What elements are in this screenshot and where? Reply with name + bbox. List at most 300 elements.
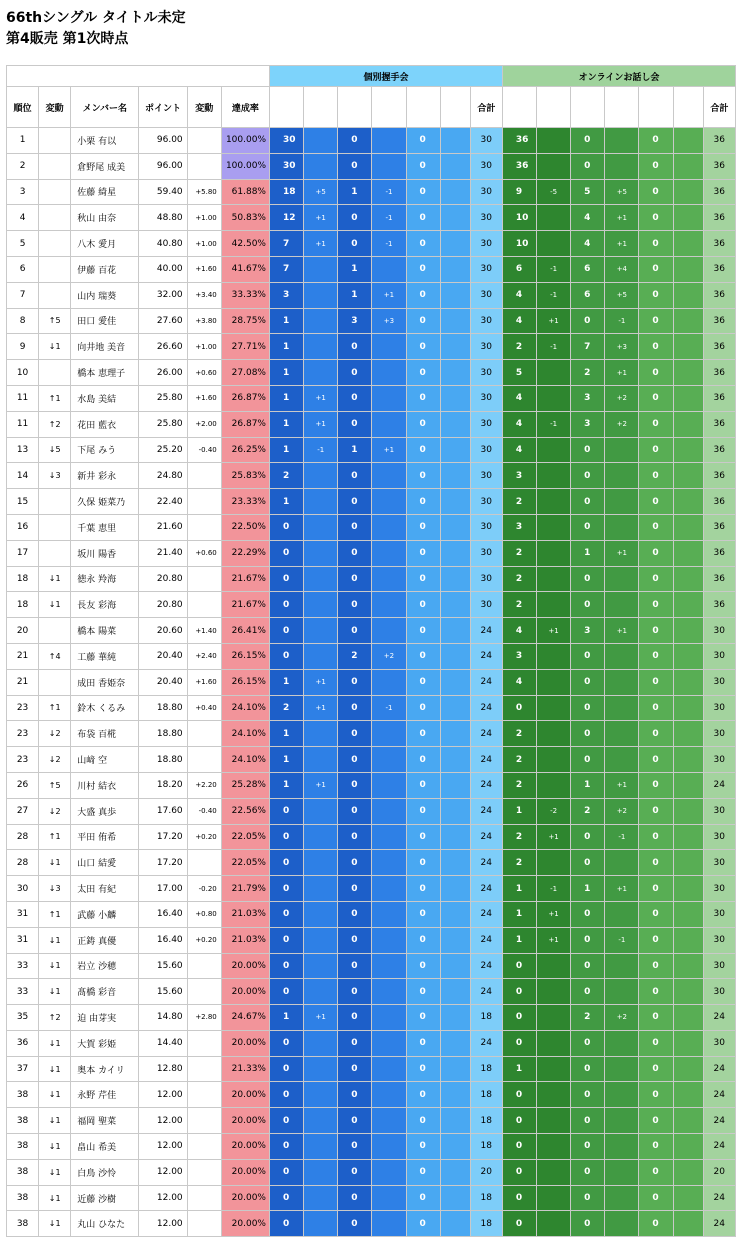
cell-move: ↓1 xyxy=(39,1211,71,1237)
cell-move xyxy=(39,669,71,695)
cell-change: +1.60 xyxy=(187,669,221,695)
col-ol-noadd-chg: 変動 xyxy=(673,87,703,128)
cell-ol-noadd-chg xyxy=(673,747,703,773)
cell-hs-noadd: 0 xyxy=(406,1108,440,1134)
cell-member: 平田 侑希 xyxy=(71,824,139,850)
table-row xyxy=(7,437,736,463)
cell-ol-sold-chg xyxy=(537,1005,571,1031)
cell-hs-sold-chg: +1 xyxy=(304,205,338,231)
cell-move: ↓1 xyxy=(39,592,71,618)
table-row xyxy=(7,360,736,386)
cell-hs-noadd-chg xyxy=(440,1082,470,1108)
table-row xyxy=(7,721,736,747)
cell-hs-sold-chg xyxy=(304,747,338,773)
cell-ol-remain: 0 xyxy=(571,1185,605,1211)
cell-member: 小栗 有以 xyxy=(71,128,139,154)
cell-hs-remain: 1 xyxy=(338,256,372,282)
cell-ol-noadd-chg xyxy=(673,566,703,592)
cell-rank: 13 xyxy=(7,437,39,463)
cell-hs-sold: 18 xyxy=(270,179,304,205)
cell-hs-total: 30 xyxy=(470,514,502,540)
cell-hs-sold-chg xyxy=(304,850,338,876)
cell-hs-sold: 1 xyxy=(270,437,304,463)
table-row xyxy=(7,747,736,773)
cell-hs-noadd: 0 xyxy=(406,953,440,979)
cell-hs-remain: 0 xyxy=(338,514,372,540)
table-row xyxy=(7,411,736,437)
cell-move: ↓1 xyxy=(39,1159,71,1185)
cell-hs-noadd-chg xyxy=(440,643,470,669)
cell-ol-remain-chg: -1 xyxy=(605,308,639,334)
cell-points: 12.80 xyxy=(139,1056,187,1082)
cell-hs-remain: 0 xyxy=(338,1159,372,1185)
cell-change: +1.00 xyxy=(187,334,221,360)
cell-ol-sold: 2 xyxy=(502,592,536,618)
table-row xyxy=(7,618,736,644)
cell-hs-remain-chg xyxy=(372,953,406,979)
col-move: 変動 xyxy=(39,87,71,128)
cell-ol-total: 36 xyxy=(703,153,735,179)
cell-ol-sold: 4 xyxy=(502,282,536,308)
cell-hs-remain-chg: -1 xyxy=(372,205,406,231)
cell-hs-sold-chg xyxy=(304,360,338,386)
cell-hs-total: 24 xyxy=(470,1030,502,1056)
cell-hs-remain-chg xyxy=(372,1134,406,1160)
cell-ol-total: 24 xyxy=(703,1082,735,1108)
cell-rate: 21.33% xyxy=(221,1056,269,1082)
col-hs-noadd-chg: 変動 xyxy=(440,87,470,128)
cell-hs-sold-chg xyxy=(304,1134,338,1160)
cell-rank: 28 xyxy=(7,824,39,850)
cell-move xyxy=(39,179,71,205)
cell-ol-remain-chg xyxy=(605,695,639,721)
cell-hs-remain: 0 xyxy=(338,824,372,850)
cell-ol-sold: 0 xyxy=(502,1134,536,1160)
table-row xyxy=(7,669,736,695)
cell-ol-remain: 3 xyxy=(571,411,605,437)
cell-ol-sold-chg xyxy=(537,850,571,876)
cell-points: 17.00 xyxy=(139,876,187,902)
cell-hs-total: 24 xyxy=(470,695,502,721)
cell-points: 12.00 xyxy=(139,1211,187,1237)
cell-rate: 23.33% xyxy=(221,489,269,515)
table-row xyxy=(7,876,736,902)
cell-ol-remain: 0 xyxy=(571,514,605,540)
cell-ol-noadd: 0 xyxy=(639,489,673,515)
cell-ol-total: 24 xyxy=(703,1134,735,1160)
cell-hs-remain-chg xyxy=(372,1108,406,1134)
cell-hs-noadd: 0 xyxy=(406,1185,440,1211)
cell-ol-remain-chg: +2 xyxy=(605,411,639,437)
cell-hs-remain-chg xyxy=(372,979,406,1005)
cell-move: ↓1 xyxy=(39,1108,71,1134)
cell-member: 大盛 真歩 xyxy=(71,798,139,824)
cell-rank: 33 xyxy=(7,953,39,979)
cell-ol-remain: 4 xyxy=(571,231,605,257)
cell-points: 14.80 xyxy=(139,1005,187,1031)
cell-ol-noadd: 0 xyxy=(639,747,673,773)
cell-move: ↑1 xyxy=(39,385,71,411)
cell-ol-noadd-chg xyxy=(673,231,703,257)
cell-ol-remain: 1 xyxy=(571,876,605,902)
cell-change xyxy=(187,153,221,179)
cell-ol-noadd: 0 xyxy=(639,643,673,669)
cell-hs-sold: 0 xyxy=(270,798,304,824)
cell-hs-sold: 0 xyxy=(270,1159,304,1185)
table-row xyxy=(7,153,736,179)
cell-member: 坂川 陽香 xyxy=(71,540,139,566)
cell-hs-total: 24 xyxy=(470,876,502,902)
cell-ol-noadd-chg xyxy=(673,927,703,953)
table-row xyxy=(7,643,736,669)
cell-ol-total: 36 xyxy=(703,540,735,566)
cell-ol-sold: 1 xyxy=(502,798,536,824)
cell-hs-remain: 0 xyxy=(338,1108,372,1134)
cell-rate: 20.00% xyxy=(221,1134,269,1160)
cell-ol-sold-chg: +1 xyxy=(537,618,571,644)
cell-ol-sold: 3 xyxy=(502,643,536,669)
cell-member: 長友 彩海 xyxy=(71,592,139,618)
cell-hs-remain-chg: -1 xyxy=(372,179,406,205)
cell-move: ↑1 xyxy=(39,901,71,927)
cell-member: 新井 彩永 xyxy=(71,463,139,489)
cell-hs-sold-chg xyxy=(304,592,338,618)
cell-ol-noadd: 0 xyxy=(639,1030,673,1056)
cell-hs-noadd: 0 xyxy=(406,179,440,205)
cell-ol-noadd: 0 xyxy=(639,256,673,282)
cell-change xyxy=(187,566,221,592)
cell-hs-total: 24 xyxy=(470,721,502,747)
table-row xyxy=(7,1185,736,1211)
cell-hs-noadd: 0 xyxy=(406,540,440,566)
cell-change: +0.20 xyxy=(187,824,221,850)
cell-ol-remain: 0 xyxy=(571,1082,605,1108)
cell-ol-noadd-chg xyxy=(673,721,703,747)
cell-ol-sold: 0 xyxy=(502,1159,536,1185)
cell-ol-remain: 0 xyxy=(571,850,605,876)
cell-ol-total: 36 xyxy=(703,205,735,231)
cell-rank: 38 xyxy=(7,1108,39,1134)
cell-rank: 38 xyxy=(7,1082,39,1108)
cell-ol-sold-chg xyxy=(537,1056,571,1082)
cell-hs-sold: 1 xyxy=(270,334,304,360)
cell-hs-sold: 0 xyxy=(270,1134,304,1160)
cell-hs-total: 30 xyxy=(470,334,502,360)
group-online: オンラインお話し会 xyxy=(502,66,735,87)
cell-change: +3.40 xyxy=(187,282,221,308)
cell-hs-noadd-chg xyxy=(440,231,470,257)
cell-ol-sold: 3 xyxy=(502,463,536,489)
table-row xyxy=(7,256,736,282)
cell-hs-sold: 0 xyxy=(270,1056,304,1082)
table-row xyxy=(7,1005,736,1031)
cell-ol-remain: 0 xyxy=(571,128,605,154)
cell-points: 20.80 xyxy=(139,592,187,618)
cell-ol-sold: 0 xyxy=(502,695,536,721)
cell-hs-noadd: 0 xyxy=(406,360,440,386)
cell-ol-noadd: 0 xyxy=(639,385,673,411)
cell-member: 千葉 恵里 xyxy=(71,514,139,540)
cell-hs-sold: 1 xyxy=(270,1005,304,1031)
cell-hs-remain: 0 xyxy=(338,927,372,953)
cell-hs-sold: 0 xyxy=(270,901,304,927)
cell-hs-remain: 0 xyxy=(338,1030,372,1056)
cell-change: +2.00 xyxy=(187,411,221,437)
cell-ol-sold-chg: -1 xyxy=(537,282,571,308)
cell-ol-remain-chg xyxy=(605,721,639,747)
cell-rank: 31 xyxy=(7,927,39,953)
cell-hs-sold-chg xyxy=(304,618,338,644)
cell-hs-sold-chg: +1 xyxy=(304,411,338,437)
cell-hs-total: 24 xyxy=(470,901,502,927)
cell-hs-sold: 0 xyxy=(270,643,304,669)
cell-ol-noadd-chg xyxy=(673,876,703,902)
cell-hs-remain-chg: +3 xyxy=(372,308,406,334)
cell-ol-noadd: 0 xyxy=(639,1134,673,1160)
cell-ol-total: 24 xyxy=(703,1108,735,1134)
cell-hs-sold-chg xyxy=(304,876,338,902)
cell-hs-noadd-chg xyxy=(440,901,470,927)
cell-ol-sold: 2 xyxy=(502,540,536,566)
cell-ol-noadd: 0 xyxy=(639,1211,673,1237)
cell-hs-remain-chg xyxy=(372,153,406,179)
cell-ol-noadd-chg xyxy=(673,1211,703,1237)
cell-hs-sold: 1 xyxy=(270,489,304,515)
cell-ol-noadd: 0 xyxy=(639,514,673,540)
cell-ol-noadd: 0 xyxy=(639,1108,673,1134)
table-row xyxy=(7,1108,736,1134)
cell-hs-remain: 0 xyxy=(338,385,372,411)
table-row xyxy=(7,1211,736,1237)
cell-move: ↓2 xyxy=(39,721,71,747)
cell-ol-noadd-chg xyxy=(673,360,703,386)
cell-points: 25.80 xyxy=(139,411,187,437)
cell-hs-remain-chg xyxy=(372,334,406,360)
col-points: ポイント xyxy=(139,87,187,128)
cell-points: 20.40 xyxy=(139,643,187,669)
cell-rank: 14 xyxy=(7,463,39,489)
cell-member: 橋本 恵理子 xyxy=(71,360,139,386)
cell-hs-noadd-chg xyxy=(440,179,470,205)
cell-points: 21.60 xyxy=(139,514,187,540)
cell-hs-remain: 0 xyxy=(338,669,372,695)
cell-ol-remain: 0 xyxy=(571,669,605,695)
cell-change xyxy=(187,747,221,773)
cell-rank: 27 xyxy=(7,798,39,824)
cell-ol-noadd: 0 xyxy=(639,824,673,850)
cell-hs-remain: 0 xyxy=(338,540,372,566)
table-row xyxy=(7,463,736,489)
cell-hs-noadd-chg xyxy=(440,437,470,463)
cell-points: 96.00 xyxy=(139,128,187,154)
cell-move xyxy=(39,128,71,154)
cell-rate: 27.71% xyxy=(221,334,269,360)
cell-change: +1.00 xyxy=(187,205,221,231)
cell-hs-noadd-chg xyxy=(440,772,470,798)
cell-ol-noadd-chg xyxy=(673,1185,703,1211)
table-row xyxy=(7,592,736,618)
cell-hs-sold: 1 xyxy=(270,721,304,747)
cell-ol-remain: 3 xyxy=(571,618,605,644)
cell-move: ↓3 xyxy=(39,876,71,902)
cell-ol-noadd: 0 xyxy=(639,695,673,721)
cell-hs-total: 30 xyxy=(470,308,502,334)
cell-hs-remain: 0 xyxy=(338,231,372,257)
cell-points: 15.60 xyxy=(139,953,187,979)
cell-rate: 20.00% xyxy=(221,979,269,1005)
cell-hs-noadd-chg xyxy=(440,1185,470,1211)
cell-hs-noadd: 0 xyxy=(406,231,440,257)
cell-ol-remain: 0 xyxy=(571,153,605,179)
cell-hs-sold-chg xyxy=(304,566,338,592)
cell-hs-noadd-chg xyxy=(440,798,470,824)
cell-ol-noadd: 0 xyxy=(639,566,673,592)
cell-hs-noadd-chg xyxy=(440,205,470,231)
cell-member: 水島 美結 xyxy=(71,385,139,411)
col-ol-total: 合計 xyxy=(703,87,735,128)
cell-member: 山内 瑞葵 xyxy=(71,282,139,308)
cell-member: 八木 愛月 xyxy=(71,231,139,257)
cell-hs-remain-chg xyxy=(372,489,406,515)
cell-points: 12.00 xyxy=(139,1108,187,1134)
cell-move: ↓1 xyxy=(39,927,71,953)
cell-ol-noadd-chg xyxy=(673,463,703,489)
cell-ol-remain-chg xyxy=(605,979,639,1005)
cell-hs-remain: 0 xyxy=(338,153,372,179)
cell-move: ↓1 xyxy=(39,1185,71,1211)
cell-hs-remain-chg xyxy=(372,747,406,773)
cell-hs-noadd: 0 xyxy=(406,721,440,747)
cell-hs-sold: 0 xyxy=(270,876,304,902)
cell-hs-noadd: 0 xyxy=(406,824,440,850)
cell-hs-sold-chg xyxy=(304,153,338,179)
cell-rank: 26 xyxy=(7,772,39,798)
table-row xyxy=(7,824,736,850)
cell-hs-noadd-chg xyxy=(440,669,470,695)
cell-hs-remain: 0 xyxy=(338,566,372,592)
cell-ol-noadd: 0 xyxy=(639,876,673,902)
cell-hs-remain-chg xyxy=(372,463,406,489)
cell-ol-total: 36 xyxy=(703,489,735,515)
table-row xyxy=(7,540,736,566)
cell-hs-remain-chg xyxy=(372,1005,406,1031)
cell-hs-remain: 0 xyxy=(338,411,372,437)
cell-ol-noadd: 0 xyxy=(639,850,673,876)
cell-rank: 3 xyxy=(7,179,39,205)
cell-hs-noadd: 0 xyxy=(406,205,440,231)
cell-hs-noadd: 0 xyxy=(406,618,440,644)
cell-hs-noadd-chg xyxy=(440,489,470,515)
cell-ol-sold-chg xyxy=(537,1185,571,1211)
cell-rate: 26.15% xyxy=(221,669,269,695)
cell-ol-sold: 0 xyxy=(502,1185,536,1211)
cell-hs-remain-chg xyxy=(372,592,406,618)
cell-ol-total: 20 xyxy=(703,1159,735,1185)
cell-rate: 21.67% xyxy=(221,566,269,592)
cell-points: 26.60 xyxy=(139,334,187,360)
cell-hs-sold-chg xyxy=(304,721,338,747)
cell-ol-noadd-chg xyxy=(673,1134,703,1160)
cell-points: 18.80 xyxy=(139,721,187,747)
cell-ol-sold-chg xyxy=(537,128,571,154)
cell-ol-remain-chg: +1 xyxy=(605,360,639,386)
cell-ol-sold-chg xyxy=(537,540,571,566)
cell-hs-noadd-chg xyxy=(440,618,470,644)
cell-points: 12.00 xyxy=(139,1185,187,1211)
cell-hs-sold-chg xyxy=(304,979,338,1005)
cell-ol-noadd-chg xyxy=(673,850,703,876)
table-row xyxy=(7,489,736,515)
cell-hs-remain-chg: -1 xyxy=(372,231,406,257)
cell-hs-noadd-chg xyxy=(440,876,470,902)
cell-hs-remain: 0 xyxy=(338,360,372,386)
cell-hs-remain: 0 xyxy=(338,1056,372,1082)
cell-change: +3.80 xyxy=(187,308,221,334)
cell-hs-sold: 0 xyxy=(270,979,304,1005)
col-ol-noadd-2: 不可 xyxy=(646,107,665,117)
cell-points: 20.40 xyxy=(139,669,187,695)
table-row xyxy=(7,1082,736,1108)
cell-hs-remain-chg: +1 xyxy=(372,437,406,463)
col-change: 変動 xyxy=(187,87,221,128)
cell-hs-total: 30 xyxy=(470,411,502,437)
cell-rank: 21 xyxy=(7,643,39,669)
cell-hs-remain: 0 xyxy=(338,798,372,824)
cell-change: +1.40 xyxy=(187,618,221,644)
cell-hs-total: 24 xyxy=(470,669,502,695)
cell-hs-noadd: 0 xyxy=(406,1211,440,1237)
cell-ol-sold: 2 xyxy=(502,489,536,515)
cell-rank: 18 xyxy=(7,592,39,618)
cell-ol-total: 30 xyxy=(703,721,735,747)
cell-hs-sold: 0 xyxy=(270,824,304,850)
cell-hs-total: 30 xyxy=(470,282,502,308)
cell-change xyxy=(187,1030,221,1056)
cell-ol-sold-chg xyxy=(537,1134,571,1160)
cell-change xyxy=(187,592,221,618)
cell-member: 山﨑 空 xyxy=(71,747,139,773)
col-hs-total: 合計 xyxy=(470,87,502,128)
cell-ol-remain-chg xyxy=(605,153,639,179)
cell-rate: 26.87% xyxy=(221,411,269,437)
cell-ol-remain: 2 xyxy=(571,798,605,824)
cell-rate: 20.00% xyxy=(221,953,269,979)
cell-hs-noadd: 0 xyxy=(406,901,440,927)
cell-hs-remain: 0 xyxy=(338,1185,372,1211)
group-handshake: 個別握手会 xyxy=(270,66,503,87)
cell-change: +1.60 xyxy=(187,385,221,411)
table-row xyxy=(7,308,736,334)
cell-points: 27.60 xyxy=(139,308,187,334)
cell-hs-noadd-chg xyxy=(440,1211,470,1237)
cell-ol-remain-chg xyxy=(605,643,639,669)
cell-hs-sold: 0 xyxy=(270,850,304,876)
cell-hs-remain: 0 xyxy=(338,128,372,154)
cell-change xyxy=(187,1211,221,1237)
cell-change: +2.40 xyxy=(187,643,221,669)
cell-move: ↓1 xyxy=(39,1030,71,1056)
cell-hs-noadd-chg xyxy=(440,979,470,1005)
cell-rank: 36 xyxy=(7,1030,39,1056)
cell-rank: 37 xyxy=(7,1056,39,1082)
cell-ol-sold-chg xyxy=(537,695,571,721)
cell-rate: 25.83% xyxy=(221,463,269,489)
cell-hs-noadd: 0 xyxy=(406,1005,440,1031)
cell-hs-total: 24 xyxy=(470,798,502,824)
cell-hs-remain: 0 xyxy=(338,850,372,876)
cell-hs-sold-chg xyxy=(304,927,338,953)
cell-ol-remain-chg: +1 xyxy=(605,876,639,902)
